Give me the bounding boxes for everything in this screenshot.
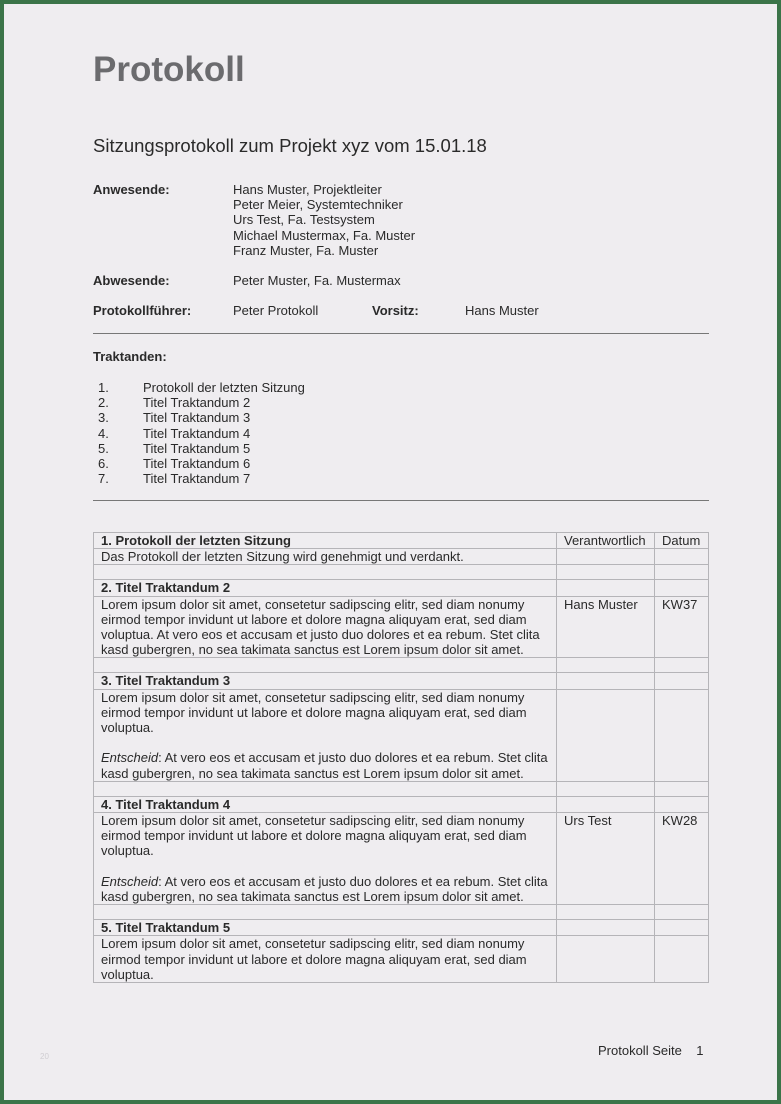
datum-cell: KW28 <box>655 813 709 905</box>
vorsitz-label: Vorsitz: <box>372 303 419 318</box>
section-body: Lorem ipsum dolor sit amet, consetetur sadipscing elitr, sed diam nonumy eirmod tempor invidunt ut labore et dolore magna aliquyam erat, sed diam voluptua. <box>101 936 527 982</box>
attendee: Hans Muster, Projektleiter <box>233 182 382 197</box>
attendee: Peter Meier, Systemtechniker <box>233 197 403 213</box>
section-body: Das Protokoll der letzten Sitzung wird genehmigt und verdankt. <box>101 549 464 565</box>
section-body: Lorem ipsum dolor sit amet, consetetur sadipscing elitr, sed diam nonumy eirmod tempor invidunt ut labore et dolore magna aliquyam erat, sed diam voluptua. At vero eos et accusam et justo duo dolores et ea rebum. Stet clita kasd gubergren, no sea takimata sanctus est Lorem ipsum dolor sit amet. <box>101 596 540 658</box>
entscheid-label: Entscheid <box>101 873 159 889</box>
column-header-datum: Datum <box>655 533 709 549</box>
traktandum-item <box>98 471 305 486</box>
protokollfuehrer-value: Peter Protokoll <box>233 303 319 318</box>
traktandum-text: Titel Traktandum 6 <box>143 456 251 472</box>
document-title: Protokoll <box>93 50 245 89</box>
vorsitz-value: Hans Muster <box>465 303 539 318</box>
traktandum-number: 7. <box>98 471 109 487</box>
traktandum-item <box>98 410 305 425</box>
entscheid-text: : At vero eos et accusam et justo duo dolores et ea rebum. Stet clita kasd gubergren, no sea takimata sanctus est Lorem ipsum dolor sit amet. <box>101 750 548 781</box>
page-footer <box>598 1043 704 1058</box>
section-title-row <box>94 673 709 689</box>
traktandum-text: Titel Traktandum 2 <box>143 395 251 411</box>
protocol-table <box>93 532 709 983</box>
traktandum-item <box>98 441 305 456</box>
protokollfuehrer-label: Protokollführer: <box>93 303 192 318</box>
section-body-row <box>94 813 709 905</box>
document-page <box>4 4 777 1100</box>
section-title-row <box>94 533 709 549</box>
section-title: 3. Titel Traktandum 3 <box>94 673 557 689</box>
traktandum-number: 1. <box>98 380 109 395</box>
datum-cell <box>655 549 709 565</box>
datum-cell: KW37 <box>655 596 709 658</box>
entscheid-text: : At vero eos et accusam et justo duo dolores et ea rebum. Stet clita kasd gubergren, no sea takimata sanctus est Lorem ipsum dolor sit amet. <box>101 873 548 905</box>
traktandum-item <box>98 426 305 441</box>
attendee: Michael Mustermax, Fa. Muster <box>233 227 416 243</box>
spacer-row <box>94 781 709 796</box>
section-body-row <box>94 689 709 781</box>
abwesende-value: Peter Muster, Fa. Mustermax <box>233 273 401 288</box>
divider <box>93 500 709 501</box>
page-number: 1 <box>696 1043 704 1058</box>
spacer-row <box>94 565 709 580</box>
section-title: 5. Titel Traktandum 5 <box>94 920 557 936</box>
verantwortlich-cell <box>557 689 655 781</box>
anwesende-label: Anwesende: <box>93 182 170 197</box>
traktandum-text: Titel Traktandum 7 <box>143 471 251 487</box>
traktandum-item <box>98 456 305 471</box>
traktandum-number: 4. <box>98 425 109 441</box>
section-body: Lorem ipsum dolor sit amet, consetetur sadipscing elitr, sed diam nonumy eirmod tempor invidunt ut labore et dolore magna aliquyam erat, sed diam voluptua. <box>101 689 527 736</box>
traktandum-item <box>98 380 305 395</box>
document-subtitle: Sitzungsprotokoll zum Projekt xyz vom 15.01.18 <box>93 135 487 156</box>
section-body: Lorem ipsum dolor sit amet, consetetur sadipscing elitr, sed diam nonumy eirmod tempor invidunt ut labore et dolore magna aliquyam erat, sed diam voluptua. <box>101 813 527 859</box>
column-header-verantwortlich: Verantwortlich <box>557 533 655 549</box>
section-title-row <box>94 920 709 936</box>
faint-mark: 20 <box>40 1052 49 1061</box>
traktandum-number: 2. <box>98 395 109 411</box>
traktanden-list <box>98 380 305 486</box>
anwesende-list <box>233 182 415 258</box>
verantwortlich-cell <box>557 936 655 983</box>
verantwortlich-cell: Hans Muster <box>557 596 655 658</box>
entscheid <box>101 874 549 904</box>
divider <box>93 333 709 334</box>
verantwortlich-cell: Urs Test <box>557 813 655 905</box>
section-title-row <box>94 796 709 812</box>
section-title: 1. Protokoll der letzten Sitzung <box>94 533 557 549</box>
entscheid-label: Entscheid <box>101 750 159 766</box>
traktanden-label: Traktanden: <box>93 349 167 364</box>
traktandum-text: Titel Traktandum 4 <box>143 425 251 441</box>
abwesende-label: Abwesende: <box>93 273 170 288</box>
traktandum-number: 5. <box>98 440 109 456</box>
spacer-row <box>94 905 709 920</box>
section-body-row <box>94 936 709 983</box>
datum-cell <box>655 689 709 781</box>
traktandum-text: Titel Traktandum 5 <box>143 440 251 456</box>
section-title-row <box>94 580 709 596</box>
traktandum-text: Protokoll der letzten Sitzung <box>143 380 305 395</box>
traktandum-item <box>98 395 305 410</box>
section-title: 2. Titel Traktandum 2 <box>94 580 557 596</box>
section-body-row <box>94 549 709 565</box>
attendee: Franz Muster, Fa. Muster <box>233 242 379 258</box>
attendee: Urs Test, Fa. Testsystem <box>233 212 375 228</box>
section-body-row <box>94 596 709 658</box>
entscheid <box>101 750 549 780</box>
traktandum-text: Titel Traktandum 3 <box>143 410 251 426</box>
spacer-row <box>94 658 709 673</box>
traktandum-number: 3. <box>98 410 109 426</box>
traktandum-number: 6. <box>98 456 109 472</box>
verantwortlich-cell <box>557 549 655 565</box>
section-title: 4. Titel Traktandum 4 <box>94 796 557 812</box>
datum-cell <box>655 936 709 983</box>
footer-label: Protokoll Seite <box>598 1043 682 1058</box>
